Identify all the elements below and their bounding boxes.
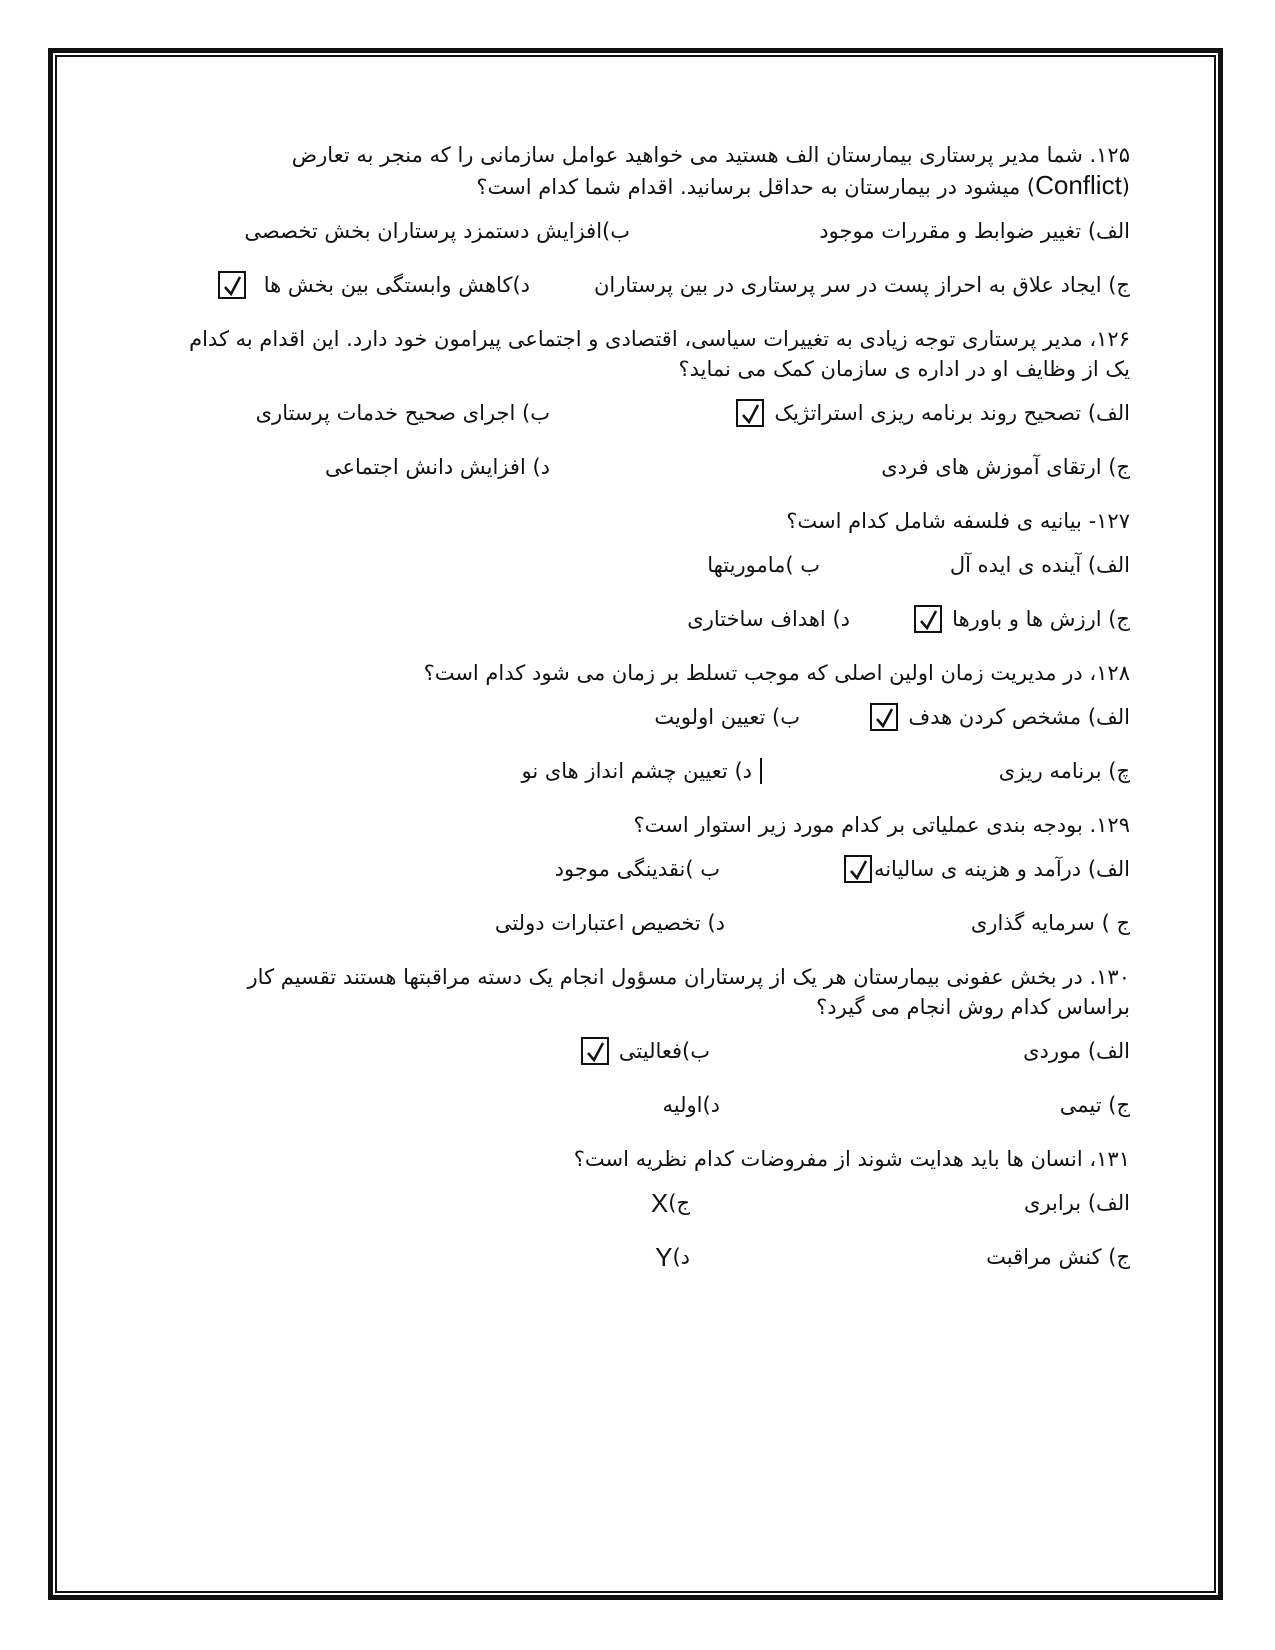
question-text: ۱۲۶، مدیر پرستاری توجه زیادی به تغییرات سیاسی، اقتصادی و اجتماعی پیرامون خود دارد. این اقدام به کدام یک از وظایف او در اداره ی سازمان کمک می نماید؟	[189, 327, 1130, 381]
question-text: ۱۳۰. در بخش عفونی بیمارستان هر یک از پرستاران مسؤول انجام یک دسته مراقبتها هستند تقسیم کار براساس کدام روش انجام می گیرد؟	[247, 965, 1130, 1019]
exam-content	[150, 140, 1130, 1296]
option-c: ج) ایجاد علاق به احراز پست در سر پرستاری در بین پرستاران	[593, 273, 1130, 297]
checkmark-icon	[581, 1037, 609, 1065]
checkmark-icon	[218, 271, 246, 299]
option-b: ب)فعالیتی	[571, 1036, 710, 1066]
option-b: ب) تعیین اولویت	[654, 705, 800, 729]
option-c: ج) ارزش ها و باورها	[904, 604, 1130, 634]
option-d-y: د) Y	[655, 1242, 690, 1272]
question-text: ۱۲۹. بودجه بندی عملیاتی بر کدام مورد زیر استوار است؟	[633, 813, 1130, 837]
option-c: چ) برنامه ریزی	[998, 759, 1130, 783]
question-129	[150, 810, 1130, 962]
option-d: د)کاهش وابستگی بین بخش ها	[208, 270, 530, 300]
checkmark-icon	[870, 703, 898, 731]
question-130	[150, 962, 1130, 1144]
option-a: الف) آینده ی ایده آل	[949, 553, 1130, 577]
option-b: ب)افزایش دستمزد پرستاران بخش تخصصی	[244, 219, 630, 243]
question-text: ۱۲۸، در مدیریت زمان اولین اصلی که موجب تسلط بر زمان می شود کدام است؟	[423, 661, 1130, 685]
option-d: د)اولیه	[662, 1093, 720, 1117]
checkmark-icon	[736, 399, 764, 427]
option-a: الف) تغییر ضوابط و مقررات موجود	[819, 219, 1130, 243]
checkmark-icon	[844, 855, 872, 883]
question-126	[150, 324, 1130, 506]
question-131	[150, 1144, 1130, 1296]
option-b: ب )ماموریتها	[707, 553, 820, 577]
option-d: د) افزایش دانش اجتماعی	[324, 455, 550, 479]
option-a: الف) موردی	[1023, 1039, 1130, 1063]
option-b: ب )نقدینگی موجود	[554, 857, 720, 881]
question-128	[150, 658, 1130, 810]
option-c: ج ) سرمایه گذاری	[970, 911, 1130, 935]
option-a: الف) برابری	[1024, 1191, 1130, 1215]
question-125	[150, 140, 1130, 324]
question-text: ۱۲۵. شما مدیر پرستاری بیمارستان الف هستید می خواهید عوامل سازمانی را که منجر به تعارض (Conflict) میشود در بیمارستان به حداقل برسانید. اقدام شما کدام است؟	[291, 143, 1130, 200]
option-c-x: ج) X	[650, 1188, 690, 1218]
option-c: ج) تیمی	[1059, 1093, 1130, 1117]
option-a: الف) درآمد و هزینه ی سالیانه	[834, 854, 1130, 884]
option-a: الف) تصحیح روند برنامه ریزی استراتژیک	[726, 398, 1130, 428]
checkmark-icon	[914, 605, 942, 633]
question-text: ۱۳۱، انسان ها باید هدایت شوند از مفروضات کدام نظریه است؟	[573, 1147, 1130, 1171]
option-d: د) تعیین چشم انداز های نو	[521, 756, 770, 786]
option-b: ب) اجرای صحیح خدمات پرستاری	[255, 401, 550, 425]
option-a: الف) مشخص کردن هدف	[860, 702, 1130, 732]
option-d: د) اهداف ساختاری	[687, 607, 850, 631]
option-d: د) تخصیص اعتبارات دولتی	[494, 911, 725, 935]
option-c: ج) کنش مراقبت	[986, 1245, 1130, 1269]
separator-bar	[760, 758, 762, 784]
question-127	[150, 506, 1130, 658]
question-text: ۱۲۷- بیانیه ی فلسفه شامل کدام است؟	[786, 509, 1130, 533]
option-c: ج) ارتقای آموزش های فردی	[881, 455, 1130, 479]
